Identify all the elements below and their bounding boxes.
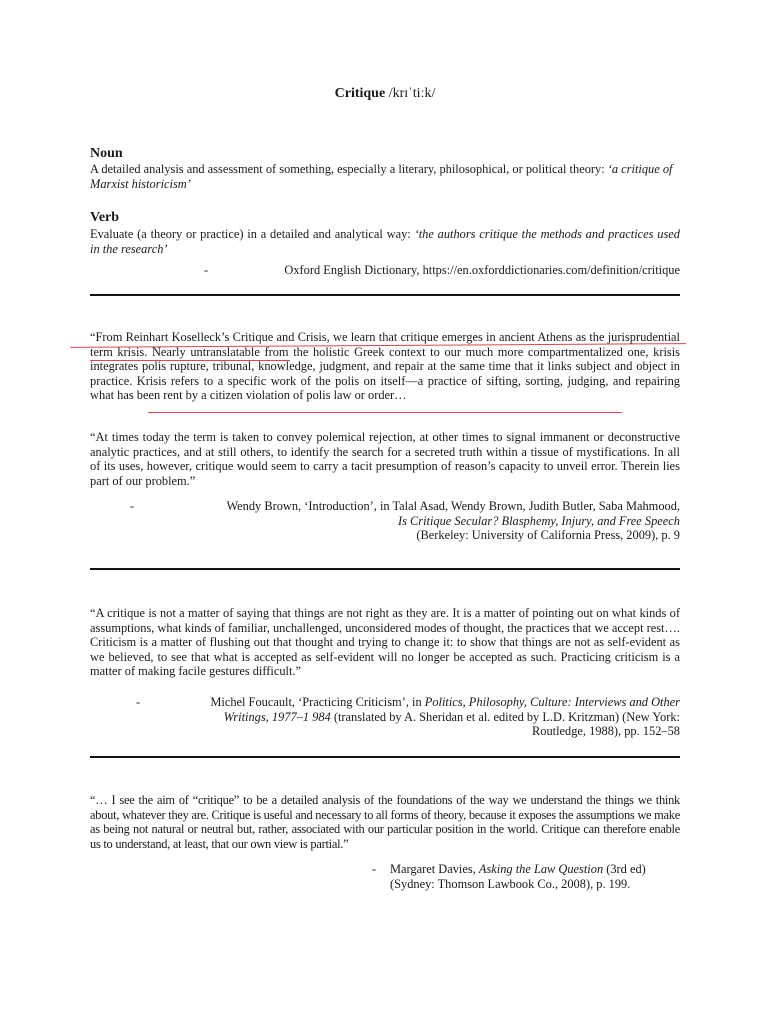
citation-brown [160,499,680,543]
page-title [90,86,680,102]
citation-foucault-rest: (translated by A. Sheridan et al. edited by L.D. Kritzman) (New York: [330,709,680,724]
verb-definition-text: Evaluate (a theory or practice) in a detailed and analytical way: [90,227,411,241]
citation-davies [390,862,690,891]
citation-foucault-book: Politics, Philosophy, Culture: Interviews and Other [424,695,680,709]
quote-koselleck: “From Reinhart Koselleck’s Critique and Crisis, we learn that critique emerges in ancient Athens as the jurisprudential term krisis. Nearly untranslatable from the holistic Greek context to our much more compartmentalized one, krisis integrates polis rupture, tribunal, knowledge, judgment, and repair at the same time that it links subject and object in practice. Krisis refers to a specific work of the polis on itself—a practice of sifting, sorting, judging, and repairing what has been rent by a citizen violation of polis law or order… [90,330,680,403]
verb-heading: Verb [90,210,120,225]
section-divider [90,756,680,758]
quote-foucault: “A critique is not a matter of saying that things are not right as they are. It is a matter of pointing out on what kinds of assumptions, what kinds of familiar, unchallenged, unconsidered modes of thought, the practices that we accept rest…. Criticism is a matter of flushing out that thought and trying to change it: to show that things are not as self-evident as we believed, to see that what is accepted as self-evident will no longer be accepted as such. Practicing criticism is a matter of making facile gestures difficult.” [90,606,680,679]
title-word: Critique [334,86,386,101]
quote-davies: “… I see the aim of “critique” to be a detailed analysis of the foundations of the way we understand the things we think about, whatever they are. Critique is useful and necessary to all forms of theory, because it exposes the assumptions we make as being not natural or neutral but, rather, associated with our particular position in the world. Critique can therefore enable us to understand, at least, that our own view is partial.” [90,793,680,851]
verb-example: ‘the authors critique the methods and practices used in the research’ [90,227,680,256]
noun-example: ‘a critique of Marxist historicism’ [90,162,673,191]
annotation-underline [90,360,290,361]
annotation-underline [148,412,622,413]
section-divider [90,568,680,570]
citation-davies-book: Asking the Law Question [478,862,604,876]
noun-heading: Noun [90,146,123,161]
title-pronunciation: /krɪˈtiːk/ [388,86,436,101]
citation-foucault-book-cont: Writings, 1977–1 984 [223,709,331,724]
citation-davies-author: Margaret Davies, [390,862,479,876]
citation-brown-line1: Wendy Brown, ‘Introduction’, in Talal Asad, Wendy Brown, Judith Butler, Saba Mahmood, [226,499,680,513]
quote-brown: “At times today the term is taken to convey polemical rejection, at other times to signal immanent or deconstructive analytic practices, and at still others, to identify the search for a secreted truth within a tissue of mystifications. In all of its uses, however, critique would seem to carry a tacit presumption of reason’s capacity to unveil error. Therein lies part of our problem.” [90,430,680,488]
citation-foucault-line3: Routledge, 1988), pp. 152–58 [532,724,680,739]
citation-dash: - [130,499,135,513]
noun-definition-text: A detailed analysis and assessment of something, especially a literary, philosophical, or political theory: [90,162,605,176]
citation-dash: - [204,263,209,277]
citation-oed: Oxford English Dictionary, https://en.oxforddictionaries.com/definition/critique [284,263,680,277]
citation-davies-edition: (3rd ed) [603,862,646,876]
citation-davies-line2: (Sydney: Thomson Lawbook Co., 2008), p. 199. [390,876,631,891]
citation-brown-line3: (Berkeley: University of California Press, 2009), p. 9 [416,528,680,543]
section-divider [90,294,680,296]
citation-foucault-author: Michel Foucault, ‘Practicing Criticism’, in [210,695,425,709]
verb-definition [90,227,680,256]
noun-definition [90,162,680,191]
citation-foucault [150,695,680,739]
citation-dash: - [372,862,377,876]
document-page [90,0,680,1024]
citation-dash: - [136,695,141,709]
citation-brown-book: Is Critique Secular? Blasphemy, Injury, and Free Speech [397,513,680,528]
